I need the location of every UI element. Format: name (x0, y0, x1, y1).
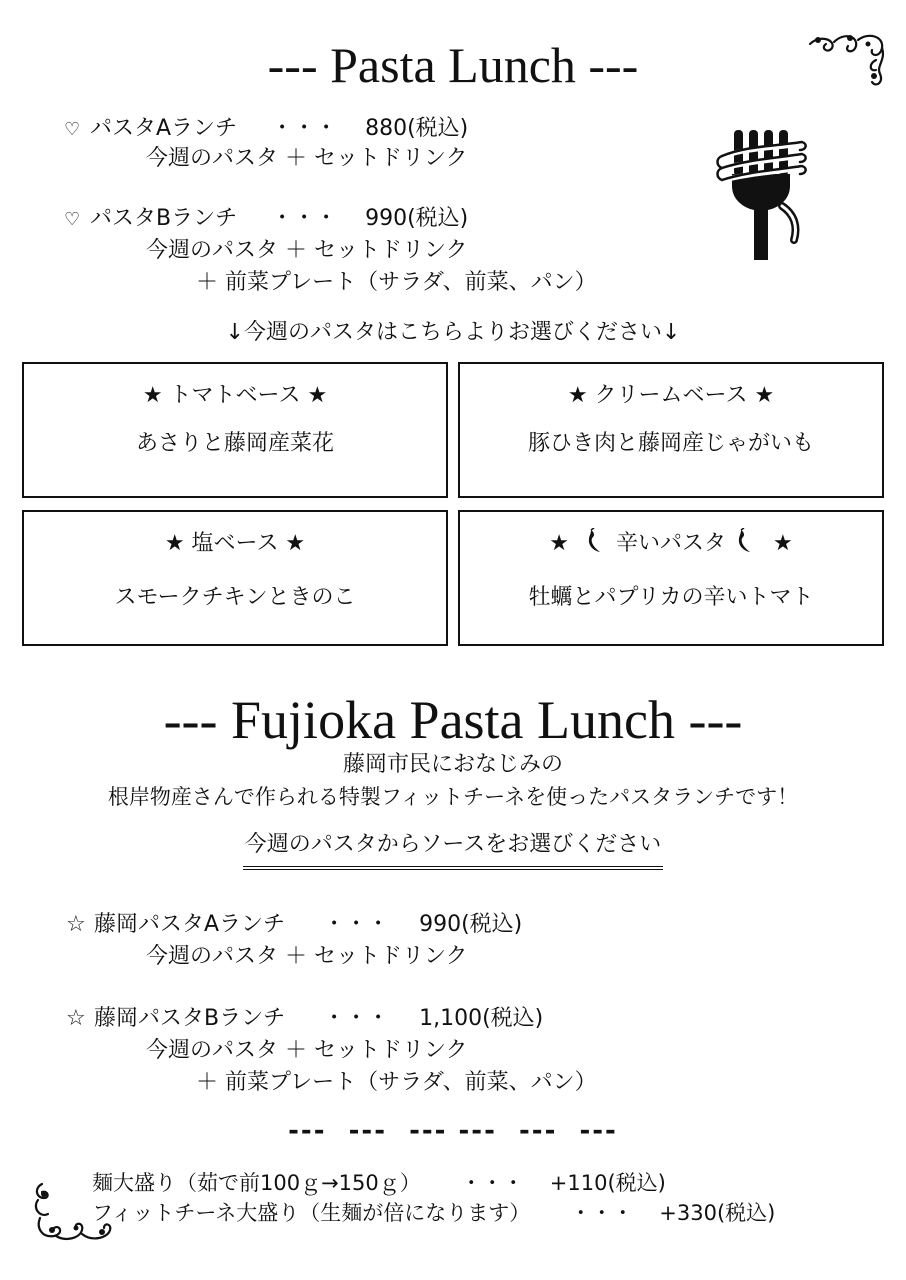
chili-pepper-icon (586, 528, 606, 554)
sauce-heading-spicy (460, 526, 882, 557)
pasta-b-detail-2: ＋ 前菜プレート（サラダ、前菜、パン） (196, 270, 597, 295)
pasta-b-name: パスタBランチ (90, 206, 238, 231)
fujioka-intro-2: 根岸物産さんで作られる特製フィットチーネを使ったパスタランチです！ (107, 785, 799, 809)
fujioka-b-name: 藤岡パスタBランチ (94, 1006, 286, 1031)
heart-bullet-icon: ♡ (64, 209, 81, 230)
fujioka-a-detail: 今週のパスタ ＋ セットドリンク (146, 944, 468, 969)
pasta-a-price: 880(税込) (365, 116, 469, 141)
choose-pasta-note: ↓今週のパスタはこちらよりお選びください↓ (225, 320, 681, 345)
star-outline-bullet-icon: ☆ (66, 1006, 86, 1031)
section1-title: --- Pasta Lunch --- (267, 37, 639, 93)
heart-bullet-icon: ♡ (64, 119, 81, 140)
fujioka-a-dots: ・・・ (323, 912, 390, 937)
section2-title: --- Fujioka Pasta Lunch --- (163, 690, 743, 750)
extra-large-fettuccine-line (92, 1200, 775, 1226)
sauce-box-tomato (22, 362, 448, 498)
extra-price: +110(税込) (549, 1171, 666, 1195)
sauce-choose-note-wrap (0, 832, 906, 870)
pasta-b-detail-1: 今週のパスタ ＋ セットドリンク (146, 238, 468, 263)
chili-pepper-icon (736, 528, 756, 554)
pasta-a-dots: ・・・ (271, 116, 338, 141)
pasta-a-name: パスタAランチ (90, 116, 238, 141)
fujioka-intro-1: 藤岡市民におなじみの (342, 752, 563, 777)
pasta-b-price: 990(税込) (365, 206, 469, 231)
fujioka-b-detail-2: ＋ 前菜プレート（サラダ、前菜、パン） (196, 1070, 597, 1095)
sauce-box-cream (458, 362, 884, 498)
sauce-dish: 牡蠣とパプリカの辛いトマト (528, 585, 814, 610)
sauce-heading: ★ トマトベース ★ (142, 383, 328, 408)
fujioka-b-detail-1: 今週のパスタ ＋ セットドリンク (146, 1038, 468, 1063)
extra-label: フィットチーネ大盛り（生麺が倍になります） (92, 1201, 531, 1225)
sauce-heading: ★ クリームベース ★ (567, 383, 775, 408)
extra-label: 麺大盛り（茹で前100ｇ→150ｇ） (92, 1171, 421, 1195)
fujioka-a-name: 藤岡パスタAランチ (94, 912, 286, 937)
spicy-heading-text: 辛いパスタ (615, 531, 726, 556)
pasta-a-detail: 今週のパスタ ＋ セットドリンク (146, 146, 468, 171)
star-icon: ★ (549, 531, 569, 556)
sauce-dish: 豚ひき肉と藤岡産じゃがいも (527, 431, 814, 456)
extra-dots: ・・・ (460, 1171, 524, 1195)
extra-price: +330(税込) (659, 1201, 776, 1225)
pasta-a-lunch-line (64, 116, 468, 143)
sauce-box-salt (22, 510, 448, 646)
sauce-dish: あさりと藤岡産菜花 (135, 431, 334, 456)
dashed-divider: --- --- --- --- --- --- (288, 1116, 618, 1146)
pasta-b-lunch-line (64, 206, 468, 233)
fujioka-a-price: 990(税込) (419, 912, 523, 937)
fork-with-pasta-icon (716, 126, 810, 262)
extra-large-noodle-line (92, 1170, 666, 1196)
star-icon: ★ (773, 531, 793, 556)
sauce-box-spicy (458, 510, 884, 646)
sauce-heading: ★ 塩ベース ★ (164, 531, 306, 556)
fujioka-a-lunch-line (66, 912, 522, 938)
pasta-b-dots: ・・・ (271, 206, 338, 231)
extra-dots: ・・・ (570, 1201, 634, 1225)
fujioka-b-lunch-line (66, 1006, 543, 1032)
sauce-choose-note: 今週のパスタからソースをお選びください (243, 832, 663, 870)
fujioka-b-dots: ・・・ (323, 1006, 390, 1031)
sauce-dish: スモークチキンときのこ (114, 585, 356, 610)
star-outline-bullet-icon: ☆ (66, 912, 86, 937)
fujioka-b-price: 1,100(税込) (419, 1006, 544, 1031)
